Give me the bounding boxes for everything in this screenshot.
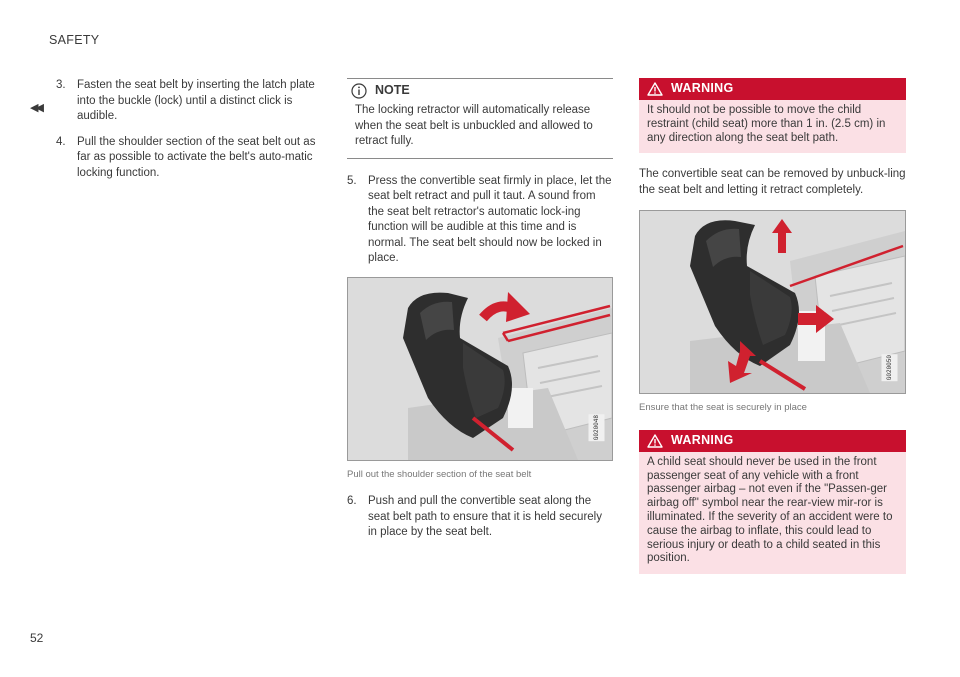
warning-box-1 [639,78,906,153]
step-number: 3. [56,79,66,91]
figure-caption: Pull out the shoulder section of the seat belt [347,468,532,480]
warning-title: WARNING [671,433,734,448]
step-text: Fasten the seat belt by inserting the latch plate into the buckle (lock) until a distinct click is audible. [77,79,315,122]
left-column [56,78,318,191]
step-number: 5. [347,174,357,187]
figure-pull-shoulder-belt [347,277,613,461]
figure-caption: Ensure that the seat is securely in place [639,402,807,414]
child-seat-illustration [348,278,612,460]
right-column [639,78,906,574]
child-seat-arrows-illustration [640,211,905,393]
back-arrows-icon[interactable]: ◀◀ [30,102,41,114]
warning-header [639,430,906,452]
step-4 [56,135,318,182]
figure-code: G020050 [882,354,898,381]
step-6 [347,494,613,541]
figure-code: G020048 [589,414,605,441]
step-text: Press the convertible seat firmly in place, let the seat belt retract and pull it taut. A sound from the seat belt retractor's automatic lock-ing function will be audible at this time and is normal. The seat belt should now be locked in place. [368,174,612,264]
warning-box-2 [639,430,906,574]
warning-triangle-icon [647,82,663,96]
step-number: 4. [56,135,66,148]
step-text: Pull the shoulder section of the seat belt out as far as possible to activate the belt's auto-matic locking function. [77,135,316,179]
section-title: SAFETY [49,33,100,47]
warning-triangle-icon [647,434,663,448]
note-box [347,78,613,159]
note-text: The locking retractor will automatically release when the seat belt is unbuckled and allowed to retract fully. [355,104,593,147]
warning-text: A child seat should never be used in the front passenger seat of any vehicle with a front passenger airbag – not even if the "Passen-ger airbag off" symbol near the rear-view mir-ror is illuminated. If the severity of an accident were to cause the airbag to inflate, this could lead to serious injury or death to a child seated in this position. [647,455,893,565]
page-number: 52 [30,631,44,645]
figure-seat-secure [639,210,906,394]
warning-title: WARNING [671,81,734,96]
step-5 [347,174,613,267]
warning-text: It should not be possible to move the child restraint (child seat) more than 1 in. (2.5 cm) in any direction along the seat belt path. [647,104,886,144]
note-header [351,83,609,99]
step-3 [56,78,318,125]
step-text: Push and pull the convertible seat along the seat belt path to ensure that it is held securely in place by the seat belt. [368,495,602,538]
note-title: NOTE [375,83,410,98]
warning-header [639,78,906,100]
removal-paragraph: The convertible seat can be removed by unbuck-ling the seat belt and letting it retract completely. [639,168,906,196]
step-number: 6. [347,495,357,507]
info-icon [351,83,367,99]
middle-column [347,78,613,551]
